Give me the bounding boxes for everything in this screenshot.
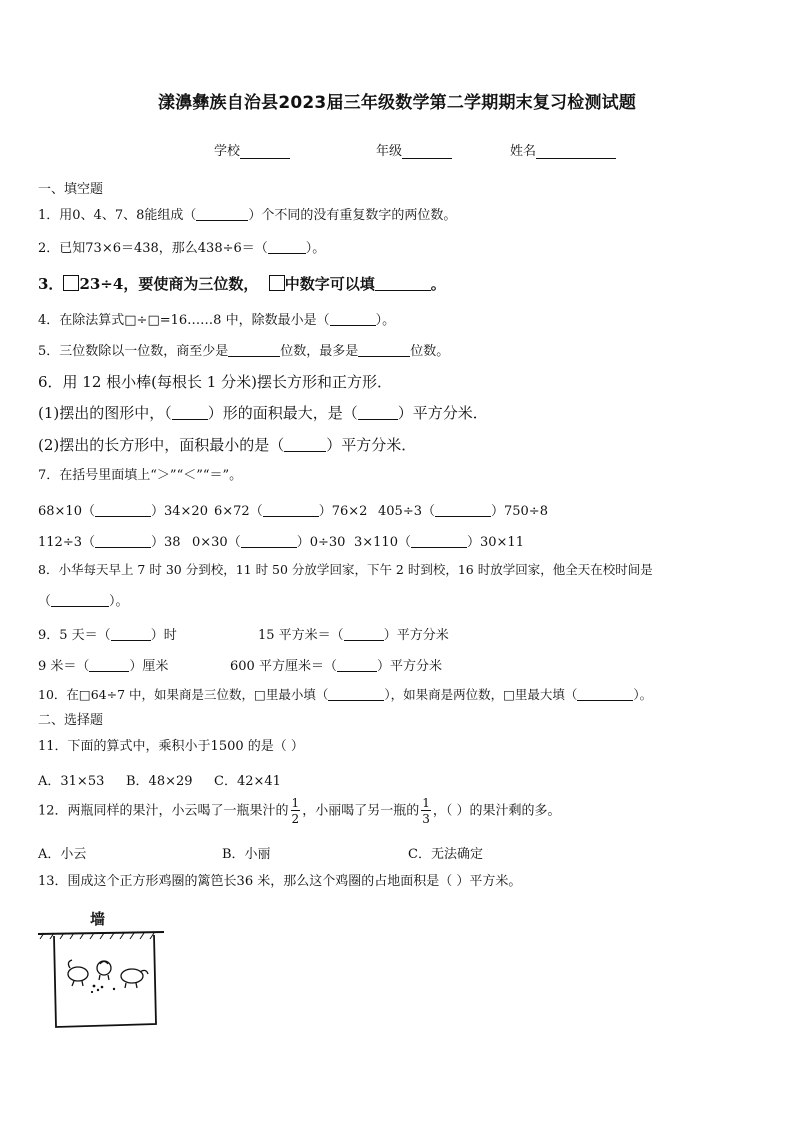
compare-left: 0×30（ — [192, 535, 241, 550]
question-5-text-a: 5．三位数除以一位数，商至少是 — [38, 344, 229, 359]
grade-field — [376, 140, 452, 159]
question-12-text-b: ，小丽喝了另一瓶的 — [302, 803, 420, 819]
answer-blank[interactable] — [89, 658, 129, 672]
conversion-item — [38, 655, 168, 674]
wall-line — [38, 932, 164, 934]
compare-item — [192, 531, 345, 550]
conversion-right: ）平方分米 — [383, 628, 449, 643]
fraction-one-third — [421, 797, 431, 825]
conversion-right: ）时 — [150, 628, 177, 643]
question-6-part-2 — [38, 436, 416, 454]
page-title: 漾濞彝族自治县2023届三年级数学第二学期期末复习检测试题 — [157, 93, 637, 113]
digit-box[interactable] — [269, 275, 285, 291]
feed-dots — [91, 985, 115, 994]
grade-label: 年级 — [376, 144, 403, 159]
answer-blank[interactable] — [577, 687, 633, 701]
question-8-text-b: （ — [38, 594, 52, 609]
answer-blank[interactable] — [268, 240, 306, 254]
compare-item — [38, 500, 208, 519]
question-8-answer — [38, 593, 129, 610]
answer-blank[interactable] — [284, 438, 326, 452]
option-b[interactable]: B．小丽 — [222, 847, 271, 862]
answer-blank[interactable] — [241, 534, 297, 548]
answer-blank[interactable] — [358, 406, 398, 420]
question-7-stem: 7．在括号里面填上“＞”“＜”“＝”。 — [38, 468, 243, 483]
answer-blank[interactable] — [172, 406, 208, 420]
question-6-stem: 6．用 12 根小棒(每根长 1 分米)摆长方形和正方形． — [38, 373, 392, 391]
question-1 — [38, 207, 456, 224]
answer-blank[interactable] — [51, 593, 109, 607]
question-12-text-c: ，（ ）的果汁剩的多。 — [432, 803, 561, 819]
question-12-text-a: 12．两瓶同样的果汁，小云喝了一瓶果汁的 — [38, 803, 289, 819]
fraction-numerator: 1 — [422, 796, 430, 810]
question-6-text-e: ）平方分米． — [326, 436, 417, 454]
compare-right: ）30×11 — [466, 535, 524, 550]
answer-blank[interactable] — [330, 312, 376, 326]
compare-item — [354, 531, 524, 550]
question-6-text-d: (2)摆出的长方形中，面积最小的是（ — [38, 436, 285, 454]
question-12-stem — [38, 797, 560, 825]
question-11-stem: 11．下面的算式中，乘积小于1500 的是（ ） — [38, 739, 304, 754]
question-4 — [38, 312, 395, 329]
question-1-text-b: ）个不同的没有重复数字的两位数。 — [248, 208, 457, 223]
chicken-coop-figure — [36, 906, 166, 1034]
question-4-text-a: 4．在除法算式□÷□=16……8 中，除数最小是（ — [38, 313, 330, 328]
answer-blank[interactable] — [95, 534, 151, 548]
compare-left: 112÷3（ — [38, 535, 95, 550]
compare-right: ）750÷8 — [490, 504, 548, 519]
question-3-text-b: 23÷4，要使商为三位数， — [79, 275, 259, 293]
school-label: 学校 — [214, 144, 241, 159]
question-3-text-d: 。 — [430, 275, 446, 293]
fraction-denominator: 3 — [422, 812, 430, 826]
compare-left: 6×72（ — [214, 504, 263, 519]
answer-blank[interactable] — [411, 534, 467, 548]
conversion-right: ）厘米 — [129, 659, 169, 674]
question-3 — [38, 275, 446, 293]
name-field — [510, 140, 616, 159]
conversion-left: 600 平方厘米＝（ — [230, 659, 337, 674]
name-blank[interactable] — [536, 144, 616, 159]
question-13-stem: 13．围成这个正方形鸡圈的篱笆长36 米，那么这个鸡圈的占地面积是（ ）平方米。 — [38, 874, 522, 889]
option-c[interactable]: C．42×41 — [214, 774, 281, 789]
question-8: 8．小华每天早上 7 时 30 分到校，11 时 50 分放学回家，下午 2 时到校，16 时放学回家，他全天在校时间是 — [38, 562, 653, 577]
compare-item — [378, 500, 548, 519]
compare-right: ）76×2 — [318, 504, 368, 519]
answer-blank[interactable] — [263, 503, 319, 517]
question-2-text-a: 2．已知73×6＝438，那么438÷6＝（ — [38, 241, 268, 256]
question-10-text-b: ），如果商是两位数，□里最大填（ — [384, 687, 578, 702]
conversion-right: ）平方分米 — [376, 659, 442, 674]
answer-blank[interactable] — [196, 207, 248, 221]
question-6-text-b: ）形的面积最大，是（ — [207, 404, 358, 422]
answer-blank[interactable] — [435, 503, 491, 517]
school-field — [214, 140, 290, 159]
chickens — [68, 960, 148, 988]
compare-left: 3×110（ — [354, 535, 411, 550]
fraction-one-half — [291, 797, 301, 825]
section-heading-multiple-choice: 二、选择题 — [38, 713, 104, 728]
answer-blank[interactable] — [328, 687, 384, 701]
answer-blank[interactable] — [358, 343, 410, 357]
school-blank[interactable] — [240, 144, 290, 159]
section-heading-fill-blank: 一、填空题 — [38, 182, 104, 197]
option-c[interactable]: C．无法确定 — [408, 847, 483, 862]
name-label: 姓名 — [510, 144, 537, 159]
digit-box[interactable] — [63, 275, 79, 291]
answer-blank[interactable] — [95, 503, 151, 517]
question-10-text-c: ）。 — [633, 687, 653, 702]
conversion-left: 9．5 天＝（ — [38, 628, 111, 643]
question-5-text-b: 位数，最多是 — [280, 344, 359, 359]
compare-item — [38, 531, 181, 550]
compare-right: ）34×20 — [150, 504, 208, 519]
answer-blank[interactable] — [228, 343, 280, 357]
wall-label: 墙 — [90, 910, 106, 928]
question-5 — [38, 343, 449, 360]
conversion-left: 15 平方米＝（ — [258, 628, 344, 643]
option-a[interactable]: A．小云 — [38, 847, 87, 862]
question-10-text-a: 10．在□64÷7 中，如果商是三位数，□里最小填（ — [38, 687, 329, 702]
compare-right: ）0÷30 — [296, 535, 346, 550]
question-1-text-a: 1．用0、4、7、8能组成（ — [38, 208, 197, 223]
question-6-text-a: (1)摆出的图形中，（ — [38, 404, 172, 422]
compare-right: ）38 — [150, 535, 181, 550]
question-6-text-c: ）平方分米． — [397, 404, 488, 422]
question-2-text-b: ）。 — [305, 241, 326, 256]
fraction-denominator: 2 — [291, 812, 300, 826]
compare-left: 405÷3（ — [378, 504, 435, 519]
question-8-text-c: ）。 — [109, 594, 129, 609]
conversion-item — [258, 624, 449, 643]
answer-blank[interactable] — [375, 277, 431, 291]
question-10 — [38, 687, 652, 702]
compare-item — [214, 500, 367, 519]
option-b[interactable]: B．48×29 — [126, 774, 193, 789]
fraction-numerator: 1 — [291, 796, 300, 810]
conversion-item — [38, 624, 177, 643]
answer-blank[interactable] — [111, 627, 151, 641]
compare-left: 68×10（ — [38, 504, 95, 519]
conversion-left: 9 米＝（ — [38, 659, 90, 674]
question-3-text-c: 中数字可以填 — [284, 275, 375, 293]
answer-blank[interactable] — [344, 627, 384, 641]
option-a[interactable]: A．31×53 — [38, 774, 105, 789]
question-6-part-1 — [38, 404, 488, 422]
question-5-text-c: 位数。 — [410, 344, 450, 359]
answer-blank[interactable] — [337, 658, 377, 672]
question-3-text-a: 3． — [38, 275, 64, 293]
conversion-item — [230, 655, 442, 674]
grade-blank[interactable] — [402, 144, 452, 159]
question-4-text-b: ）。 — [375, 313, 396, 328]
question-2 — [38, 240, 325, 257]
